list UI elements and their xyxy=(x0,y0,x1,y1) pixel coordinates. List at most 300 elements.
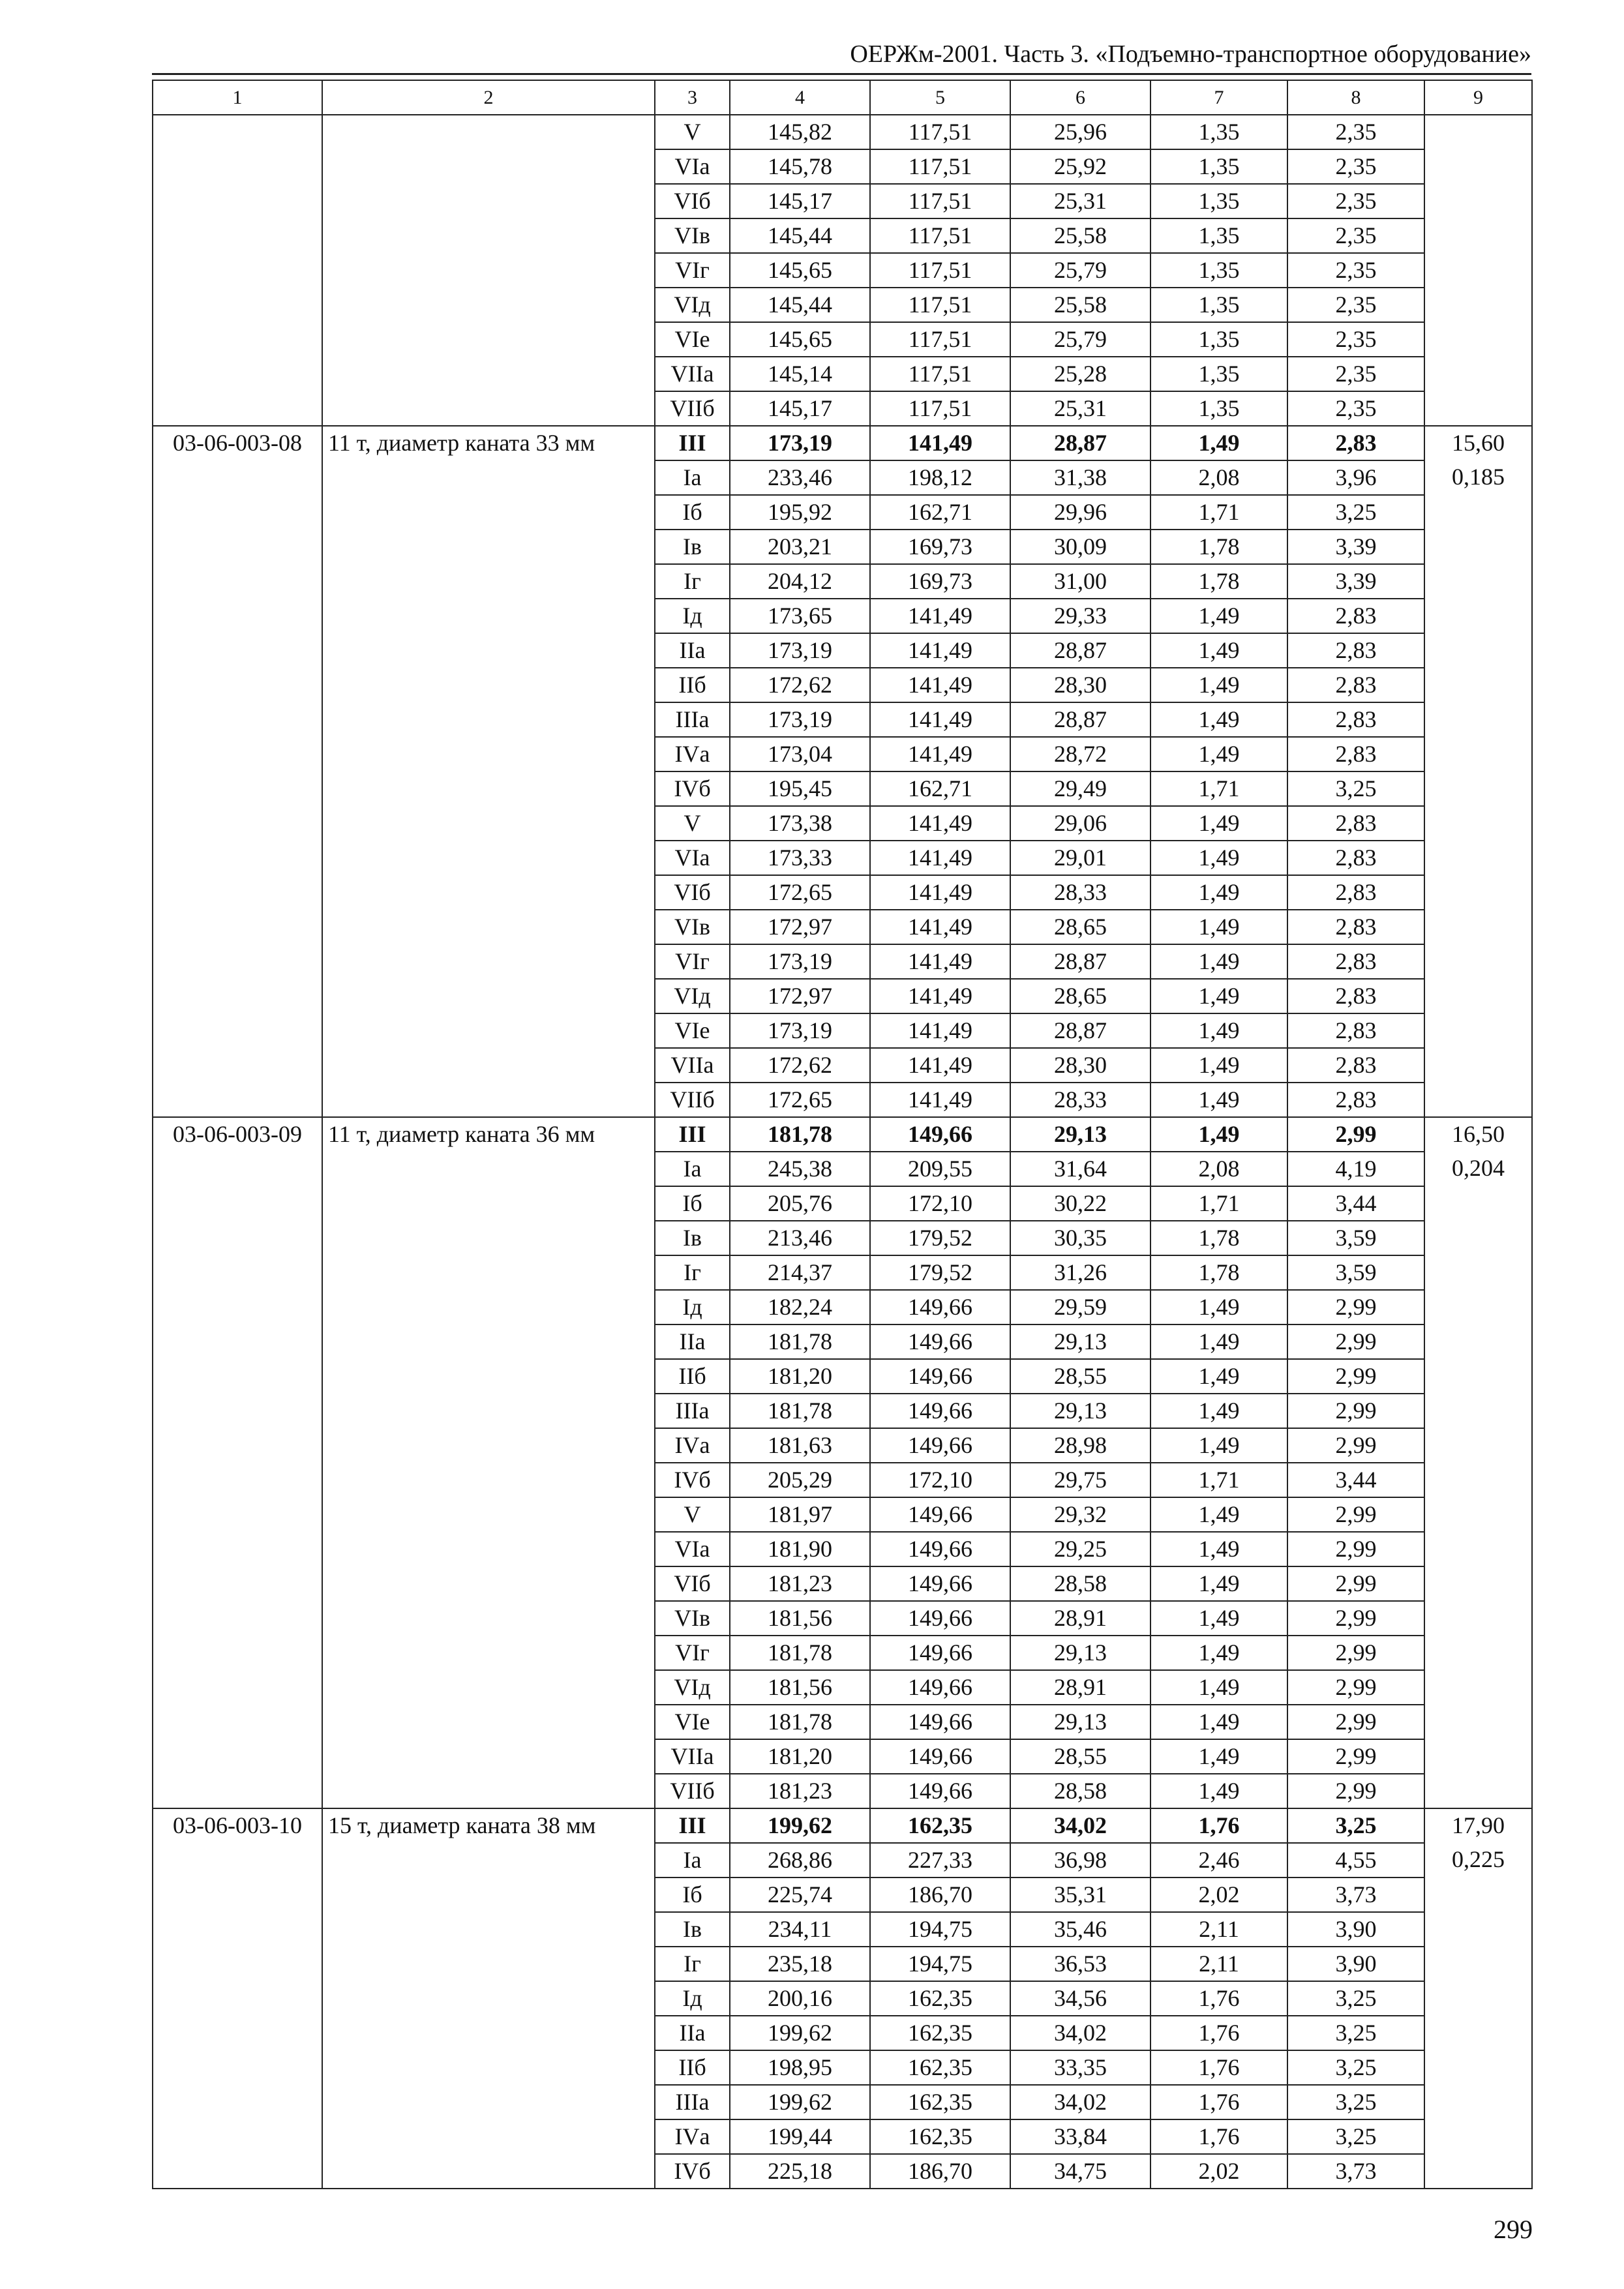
row-code xyxy=(153,530,322,564)
row-machine-cost: 34,02 xyxy=(1010,2016,1150,2050)
row-total-cost: 199,62 xyxy=(730,1808,870,1843)
row-labor-cost: 149,66 xyxy=(870,1359,1010,1394)
row-code xyxy=(153,1566,322,1601)
row-labor-cost: 141,49 xyxy=(870,633,1010,668)
row-machine-cost: 29,49 xyxy=(1010,771,1150,806)
row-total-cost: 182,24 xyxy=(730,1290,870,1324)
row-total-cost: 181,78 xyxy=(730,1636,870,1670)
row-description xyxy=(322,1463,655,1497)
row-driver-cost: 1,49 xyxy=(1150,702,1287,737)
row-code xyxy=(153,875,322,910)
row-material-value xyxy=(1424,944,1532,979)
row-total-cost: 172,97 xyxy=(730,910,870,944)
row-zone: Iд xyxy=(655,1981,730,2016)
row-labor-hours: 3,90 xyxy=(1287,1912,1424,1947)
row-material-value xyxy=(1424,1255,1532,1290)
row-material-value xyxy=(1424,875,1532,910)
row-total-cost: 233,46 xyxy=(730,460,870,495)
table-row xyxy=(153,1048,1532,1083)
row-zone: IIа xyxy=(655,1324,730,1359)
row-code xyxy=(153,771,322,806)
row-material-value xyxy=(1424,1981,1532,2016)
table-row xyxy=(153,599,1532,633)
row-zone: VIIб xyxy=(655,391,730,426)
table-row xyxy=(153,564,1532,599)
row-labor-hours: 2,83 xyxy=(1287,910,1424,944)
row-labor-hours: 2,99 xyxy=(1287,1739,1424,1774)
row-driver-cost: 1,49 xyxy=(1150,1532,1287,1566)
row-machine-cost: 33,84 xyxy=(1010,2119,1150,2154)
table-row xyxy=(153,1843,1532,1878)
row-labor-cost: 149,66 xyxy=(870,1739,1010,1774)
table-row xyxy=(153,322,1532,357)
row-labor-hours: 2,83 xyxy=(1287,737,1424,771)
row-material-value xyxy=(1424,841,1532,875)
row-code: 03-06-003-08 xyxy=(153,426,322,460)
row-code xyxy=(153,218,322,253)
table-row xyxy=(153,253,1532,288)
row-code xyxy=(153,737,322,771)
row-total-cost: 145,78 xyxy=(730,149,870,184)
table-row xyxy=(153,771,1532,806)
row-material-value: 17,90 xyxy=(1424,1808,1532,1843)
table-row xyxy=(153,1705,1532,1739)
row-driver-cost: 1,49 xyxy=(1150,1601,1287,1636)
row-labor-cost: 162,35 xyxy=(870,2050,1010,2085)
row-labor-hours: 2,99 xyxy=(1287,1774,1424,1808)
row-description xyxy=(322,875,655,910)
row-zone: IIб xyxy=(655,2050,730,2085)
row-driver-cost: 1,49 xyxy=(1150,1394,1287,1428)
row-labor-cost: 149,66 xyxy=(870,1428,1010,1463)
table-row xyxy=(153,1497,1532,1532)
row-labor-cost: 172,10 xyxy=(870,1186,1010,1221)
row-driver-cost: 1,49 xyxy=(1150,1774,1287,1808)
row-description: 11 т, диаметр каната 36 мм xyxy=(322,1117,655,1152)
row-labor-hours: 3,25 xyxy=(1287,1981,1424,2016)
row-material-value xyxy=(1424,633,1532,668)
row-zone: IVб xyxy=(655,2154,730,2189)
row-machine-cost: 28,30 xyxy=(1010,1048,1150,1083)
row-machine-cost: 28,98 xyxy=(1010,1428,1150,1463)
table-row xyxy=(153,806,1532,841)
row-labor-cost: 141,49 xyxy=(870,841,1010,875)
row-labor-hours: 3,39 xyxy=(1287,564,1424,599)
row-driver-cost: 2,46 xyxy=(1150,1843,1287,1878)
row-labor-hours: 3,25 xyxy=(1287,495,1424,530)
row-material-value: 15,60 xyxy=(1424,426,1532,460)
row-total-cost: 234,11 xyxy=(730,1912,870,1947)
row-zone: Iг xyxy=(655,1947,730,1981)
row-machine-cost: 36,98 xyxy=(1010,1843,1150,1878)
row-material-value xyxy=(1424,1221,1532,1255)
row-machine-cost: 25,96 xyxy=(1010,115,1150,149)
table-row xyxy=(153,1878,1532,1912)
row-material-value xyxy=(1424,737,1532,771)
row-labor-hours: 2,35 xyxy=(1287,149,1424,184)
row-description xyxy=(322,702,655,737)
row-material-value xyxy=(1424,1048,1532,1083)
row-labor-cost: 149,66 xyxy=(870,1601,1010,1636)
table-row xyxy=(153,1221,1532,1255)
row-machine-cost: 29,13 xyxy=(1010,1394,1150,1428)
row-code xyxy=(153,2016,322,2050)
row-code xyxy=(153,253,322,288)
row-description xyxy=(322,2016,655,2050)
row-material-value xyxy=(1424,910,1532,944)
row-driver-cost: 1,49 xyxy=(1150,737,1287,771)
row-machine-cost: 25,58 xyxy=(1010,218,1150,253)
column-header-9: 9 xyxy=(1424,80,1532,115)
row-description xyxy=(322,253,655,288)
row-total-cost: 172,97 xyxy=(730,979,870,1013)
row-driver-cost: 1,78 xyxy=(1150,1221,1287,1255)
row-code xyxy=(153,322,322,357)
row-labor-cost: 186,70 xyxy=(870,2154,1010,2189)
row-driver-cost: 1,78 xyxy=(1150,1255,1287,1290)
row-labor-hours: 2,35 xyxy=(1287,115,1424,149)
row-code xyxy=(153,1981,322,2016)
row-driver-cost: 1,76 xyxy=(1150,2085,1287,2119)
row-labor-hours: 2,35 xyxy=(1287,184,1424,218)
row-driver-cost: 1,49 xyxy=(1150,633,1287,668)
row-code xyxy=(153,1670,322,1705)
row-code xyxy=(153,149,322,184)
row-material-value xyxy=(1424,530,1532,564)
table-row xyxy=(153,288,1532,322)
row-zone: IVа xyxy=(655,2119,730,2154)
row-driver-cost: 1,71 xyxy=(1150,771,1287,806)
row-zone: IIб xyxy=(655,668,730,702)
row-total-cost: 172,65 xyxy=(730,1083,870,1117)
table-row xyxy=(153,1912,1532,1947)
column-header-2: 2 xyxy=(322,80,655,115)
row-machine-cost: 28,87 xyxy=(1010,944,1150,979)
row-description: 11 т, диаметр каната 33 мм xyxy=(322,426,655,460)
row-driver-cost: 1,49 xyxy=(1150,1117,1287,1152)
row-driver-cost: 1,49 xyxy=(1150,1670,1287,1705)
row-labor-cost: 149,66 xyxy=(870,1532,1010,1566)
row-labor-cost: 194,75 xyxy=(870,1912,1010,1947)
table-row xyxy=(153,737,1532,771)
row-labor-cost: 194,75 xyxy=(870,1947,1010,1981)
row-description xyxy=(322,1601,655,1636)
row-code xyxy=(153,1324,322,1359)
row-code xyxy=(153,910,322,944)
row-labor-hours: 2,83 xyxy=(1287,806,1424,841)
rates-table xyxy=(152,80,1533,2189)
row-material-value xyxy=(1424,1359,1532,1394)
row-material-value: 0,204 xyxy=(1424,1152,1532,1186)
row-description xyxy=(322,806,655,841)
row-zone: Iб xyxy=(655,1878,730,1912)
row-description xyxy=(322,1048,655,1083)
row-code xyxy=(153,806,322,841)
row-driver-cost: 1,35 xyxy=(1150,253,1287,288)
row-zone: VIв xyxy=(655,910,730,944)
row-description xyxy=(322,1221,655,1255)
row-machine-cost: 28,65 xyxy=(1010,910,1150,944)
row-total-cost: 145,17 xyxy=(730,391,870,426)
table-row xyxy=(153,1186,1532,1221)
row-zone: VIIа xyxy=(655,1048,730,1083)
row-total-cost: 195,92 xyxy=(730,495,870,530)
row-machine-cost: 29,33 xyxy=(1010,599,1150,633)
row-driver-cost: 1,49 xyxy=(1150,1083,1287,1117)
row-code xyxy=(153,599,322,633)
row-description xyxy=(322,1566,655,1601)
table-row xyxy=(153,1774,1532,1808)
row-total-cost: 181,56 xyxy=(730,1670,870,1705)
row-machine-cost: 31,26 xyxy=(1010,1255,1150,1290)
row-labor-hours: 3,25 xyxy=(1287,2085,1424,2119)
table-row xyxy=(153,2085,1532,2119)
row-labor-hours: 4,55 xyxy=(1287,1843,1424,1878)
row-labor-hours: 2,83 xyxy=(1287,841,1424,875)
row-total-cost: 172,62 xyxy=(730,668,870,702)
table-row xyxy=(153,2016,1532,2050)
row-labor-cost: 149,66 xyxy=(870,1394,1010,1428)
row-zone: VIб xyxy=(655,1566,730,1601)
row-machine-cost: 25,58 xyxy=(1010,288,1150,322)
row-description xyxy=(322,668,655,702)
row-labor-cost: 141,49 xyxy=(870,668,1010,702)
row-description xyxy=(322,1152,655,1186)
page-header: ОЕРЖм-2001. Часть 3. «Подъемно-транспортное оборудование» xyxy=(850,40,1531,68)
row-material-value xyxy=(1424,1463,1532,1497)
row-code: 03-06-003-10 xyxy=(153,1808,322,1843)
row-code xyxy=(153,1428,322,1463)
row-description xyxy=(322,737,655,771)
column-header-6: 6 xyxy=(1010,80,1150,115)
row-zone: IVа xyxy=(655,737,730,771)
row-driver-cost: 1,49 xyxy=(1150,1324,1287,1359)
row-labor-cost: 141,49 xyxy=(870,426,1010,460)
row-code xyxy=(153,668,322,702)
row-code xyxy=(153,288,322,322)
row-total-cost: 181,23 xyxy=(730,1774,870,1808)
row-material-value xyxy=(1424,253,1532,288)
row-machine-cost: 28,87 xyxy=(1010,426,1150,460)
table-row xyxy=(153,1152,1532,1186)
row-code xyxy=(153,1394,322,1428)
row-labor-cost: 141,49 xyxy=(870,944,1010,979)
row-driver-cost: 1,49 xyxy=(1150,979,1287,1013)
row-description xyxy=(322,1947,655,1981)
table-row xyxy=(153,1359,1532,1394)
row-labor-hours: 2,99 xyxy=(1287,1636,1424,1670)
row-material-value xyxy=(1424,2016,1532,2050)
row-code xyxy=(153,979,322,1013)
row-total-cost: 225,18 xyxy=(730,2154,870,2189)
row-zone: VIд xyxy=(655,979,730,1013)
row-zone: Iв xyxy=(655,530,730,564)
row-labor-hours: 2,99 xyxy=(1287,1497,1424,1532)
row-labor-hours: 2,99 xyxy=(1287,1532,1424,1566)
row-driver-cost: 2,08 xyxy=(1150,460,1287,495)
row-labor-hours: 2,35 xyxy=(1287,391,1424,426)
row-labor-hours: 2,35 xyxy=(1287,288,1424,322)
row-labor-hours: 4,19 xyxy=(1287,1152,1424,1186)
row-driver-cost: 1,49 xyxy=(1150,1497,1287,1532)
row-zone: VIб xyxy=(655,184,730,218)
row-material-value xyxy=(1424,1428,1532,1463)
table-row xyxy=(153,218,1532,253)
row-description xyxy=(322,460,655,495)
row-zone: VIа xyxy=(655,149,730,184)
row-description xyxy=(322,1359,655,1394)
row-description xyxy=(322,1428,655,1463)
row-code xyxy=(153,1497,322,1532)
row-total-cost: 181,90 xyxy=(730,1532,870,1566)
table-row xyxy=(153,391,1532,426)
row-labor-hours: 2,99 xyxy=(1287,1324,1424,1359)
row-description xyxy=(322,1083,655,1117)
row-code xyxy=(153,1912,322,1947)
row-driver-cost: 1,49 xyxy=(1150,841,1287,875)
row-machine-cost: 29,06 xyxy=(1010,806,1150,841)
table-row xyxy=(153,426,1532,460)
column-header-4: 4 xyxy=(730,80,870,115)
row-labor-cost: 117,51 xyxy=(870,391,1010,426)
row-code xyxy=(153,841,322,875)
row-zone: Iб xyxy=(655,1186,730,1221)
row-machine-cost: 28,55 xyxy=(1010,1739,1150,1774)
row-labor-cost: 162,71 xyxy=(870,495,1010,530)
row-total-cost: 173,19 xyxy=(730,633,870,668)
row-labor-hours: 2,99 xyxy=(1287,1359,1424,1394)
row-driver-cost: 1,49 xyxy=(1150,1636,1287,1670)
row-description xyxy=(322,910,655,944)
row-description xyxy=(322,564,655,599)
row-zone: Iв xyxy=(655,1221,730,1255)
row-material-value xyxy=(1424,806,1532,841)
row-material-value xyxy=(1424,218,1532,253)
row-zone: VIIб xyxy=(655,1774,730,1808)
row-code xyxy=(153,1048,322,1083)
row-total-cost: 181,23 xyxy=(730,1566,870,1601)
row-zone: V xyxy=(655,1497,730,1532)
row-machine-cost: 25,28 xyxy=(1010,357,1150,391)
row-material-value xyxy=(1424,2085,1532,2119)
table-row xyxy=(153,979,1532,1013)
row-machine-cost: 34,02 xyxy=(1010,1808,1150,1843)
row-material-value xyxy=(1424,771,1532,806)
row-machine-cost: 34,56 xyxy=(1010,1981,1150,2016)
row-labor-cost: 149,66 xyxy=(870,1324,1010,1359)
row-total-cost: 173,65 xyxy=(730,599,870,633)
row-labor-cost: 117,51 xyxy=(870,357,1010,391)
table-row xyxy=(153,633,1532,668)
column-header-5: 5 xyxy=(870,80,1010,115)
row-zone: IVа xyxy=(655,1428,730,1463)
row-total-cost: 181,63 xyxy=(730,1428,870,1463)
row-zone: VIа xyxy=(655,841,730,875)
row-material-value xyxy=(1424,1705,1532,1739)
row-zone: VIа xyxy=(655,1532,730,1566)
row-total-cost: 173,38 xyxy=(730,806,870,841)
row-labor-cost: 179,52 xyxy=(870,1221,1010,1255)
row-labor-hours: 2,83 xyxy=(1287,944,1424,979)
table-row xyxy=(153,668,1532,702)
row-labor-hours: 2,83 xyxy=(1287,426,1424,460)
row-machine-cost: 29,13 xyxy=(1010,1705,1150,1739)
table-row xyxy=(153,460,1532,495)
row-code xyxy=(153,1359,322,1394)
row-description xyxy=(322,1255,655,1290)
row-labor-cost: 162,35 xyxy=(870,2085,1010,2119)
row-machine-cost: 36,53 xyxy=(1010,1947,1150,1981)
row-total-cost: 145,17 xyxy=(730,184,870,218)
row-labor-hours: 2,83 xyxy=(1287,633,1424,668)
row-machine-cost: 31,64 xyxy=(1010,1152,1150,1186)
row-code xyxy=(153,633,322,668)
row-machine-cost: 25,92 xyxy=(1010,149,1150,184)
row-driver-cost: 1,49 xyxy=(1150,1013,1287,1048)
row-description xyxy=(322,1774,655,1808)
row-code xyxy=(153,944,322,979)
table-row xyxy=(153,1739,1532,1774)
row-labor-cost: 186,70 xyxy=(870,1878,1010,1912)
row-labor-cost: 117,51 xyxy=(870,288,1010,322)
row-driver-cost: 1,49 xyxy=(1150,1359,1287,1394)
row-total-cost: 235,18 xyxy=(730,1947,870,1981)
row-zone: V xyxy=(655,115,730,149)
row-total-cost: 145,65 xyxy=(730,253,870,288)
row-labor-hours: 2,83 xyxy=(1287,668,1424,702)
row-total-cost: 173,33 xyxy=(730,841,870,875)
row-zone: IVб xyxy=(655,771,730,806)
row-code xyxy=(153,1152,322,1186)
row-zone: IIIа xyxy=(655,702,730,737)
row-material-value xyxy=(1424,322,1532,357)
row-material-value xyxy=(1424,1670,1532,1705)
row-machine-cost: 28,55 xyxy=(1010,1359,1150,1394)
row-material-value xyxy=(1424,979,1532,1013)
row-zone: Iа xyxy=(655,460,730,495)
row-labor-cost: 141,49 xyxy=(870,1048,1010,1083)
table-row xyxy=(153,1532,1532,1566)
row-driver-cost: 1,49 xyxy=(1150,426,1287,460)
table-row xyxy=(153,1947,1532,1981)
row-labor-cost: 227,33 xyxy=(870,1843,1010,1878)
row-material-value: 16,50 xyxy=(1424,1117,1532,1152)
row-description xyxy=(322,771,655,806)
row-labor-hours: 3,96 xyxy=(1287,460,1424,495)
row-driver-cost: 1,49 xyxy=(1150,875,1287,910)
row-total-cost: 173,19 xyxy=(730,944,870,979)
row-description xyxy=(322,2119,655,2154)
row-zone: VIд xyxy=(655,288,730,322)
row-driver-cost: 1,35 xyxy=(1150,288,1287,322)
row-description xyxy=(322,1497,655,1532)
row-zone: V xyxy=(655,806,730,841)
row-material-value xyxy=(1424,1290,1532,1324)
row-total-cost: 214,37 xyxy=(730,1255,870,1290)
row-driver-cost: 1,35 xyxy=(1150,322,1287,357)
table-row xyxy=(153,1981,1532,2016)
row-labor-hours: 2,99 xyxy=(1287,1566,1424,1601)
row-zone: III xyxy=(655,1117,730,1152)
table-row xyxy=(153,357,1532,391)
row-labor-cost: 162,71 xyxy=(870,771,1010,806)
row-machine-cost: 29,13 xyxy=(1010,1117,1150,1152)
row-code xyxy=(153,1843,322,1878)
row-code xyxy=(153,184,322,218)
row-labor-cost: 141,49 xyxy=(870,702,1010,737)
column-header-1: 1 xyxy=(153,80,322,115)
row-zone: Iг xyxy=(655,564,730,599)
